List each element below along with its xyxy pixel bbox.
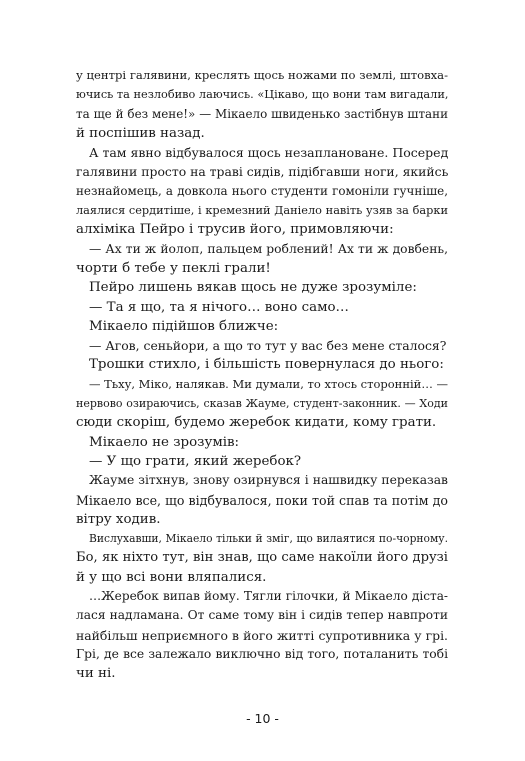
book-page-text	[76, 66, 448, 684]
text-line: чи ні.	[76, 666, 116, 682]
text-line: найбільш неприємного в його житті супротивника у грі.	[76, 627, 448, 643]
text-line: лася надламана. От саме тому він і сидів тепер навпроти	[76, 608, 448, 623]
text-line: Мікаело підійшов ближче:	[89, 318, 279, 334]
text-line: Мікаело не зрозумів:	[89, 434, 240, 450]
text-line: Грі, де все залежало виключно від того, поталанить тобі	[76, 646, 448, 661]
text-line: Бо, як ніхто тут, він знав, що саме накоїли його друзі	[76, 550, 448, 566]
text-line: А там явно відбувалося щось незаплановане. Посеред	[89, 145, 449, 161]
text-line: вітру ходив.	[76, 511, 161, 527]
text-line: й у що всі вони вляпалися.	[76, 569, 267, 585]
text-line: алхіміка Пейро і трусив його, примовляючи:	[76, 222, 394, 238]
text-line: галявини просто на траві сидів, підібгавши ноги, якийсь	[76, 164, 449, 180]
text-line: ючись та незлобиво лаючись. «Цікаво, що вони там вигадали,	[76, 88, 449, 102]
text-line: — Тьху, Міко, налякав. Ми думали, то хтось сторонній… —	[89, 376, 448, 391]
text-line: …Жеребок випав йому. Тягли гілочки, й Мікаело діста-	[89, 589, 448, 604]
text-line: Мікаело все, що відбувалося, поки той спав та потім до	[76, 492, 448, 508]
text-line: у центрі галявини, креслять щось ножами по землі, штовха-	[76, 68, 448, 82]
text-line: Пейро лишень вякав щось не дуже зрозуміле:	[89, 280, 417, 296]
text-line: — У що грати, який жеребок?	[89, 453, 302, 469]
page-number: - 10 -	[246, 711, 279, 726]
text-line: — Ах ти ж йолоп, пальцем роблений! Ах ти ж довбень,	[89, 241, 448, 256]
text-line: та ще й без мене!» — Мікаело швиденько застібнув штани	[76, 106, 448, 121]
text-line: чорти б тебе у пеклі грали!	[76, 260, 271, 276]
text-line: Вислухавши, Мікаело тільки й зміг, що вилаятися по-чорному.	[89, 532, 448, 546]
text-line: Трошки стихло, і більшість повернулася до нього:	[89, 357, 444, 373]
text-line: нервово озираючись, сказав Жауме, студент-законник. — Ходи	[76, 397, 448, 411]
text-line: Жауме зітхнув, знову озирнувся і нашвидку переказав	[89, 473, 448, 488]
text-line: лаялися сердитіше, і кремезний Даніело навіть узяв за барки	[76, 204, 448, 218]
text-line: незнайомець, а довкола нього студенти гомоніли гучніше,	[76, 183, 448, 198]
text-line: й поспішив назад.	[76, 125, 205, 141]
text-line: — Агов, сеньйори, а що то тут у вас без мене сталося?	[89, 338, 447, 354]
text-line: — Та я що, та я нічого… воно само…	[89, 299, 349, 315]
text-line: сюди скоріш, будемо жеребок кидати, кому грати.	[76, 415, 437, 431]
